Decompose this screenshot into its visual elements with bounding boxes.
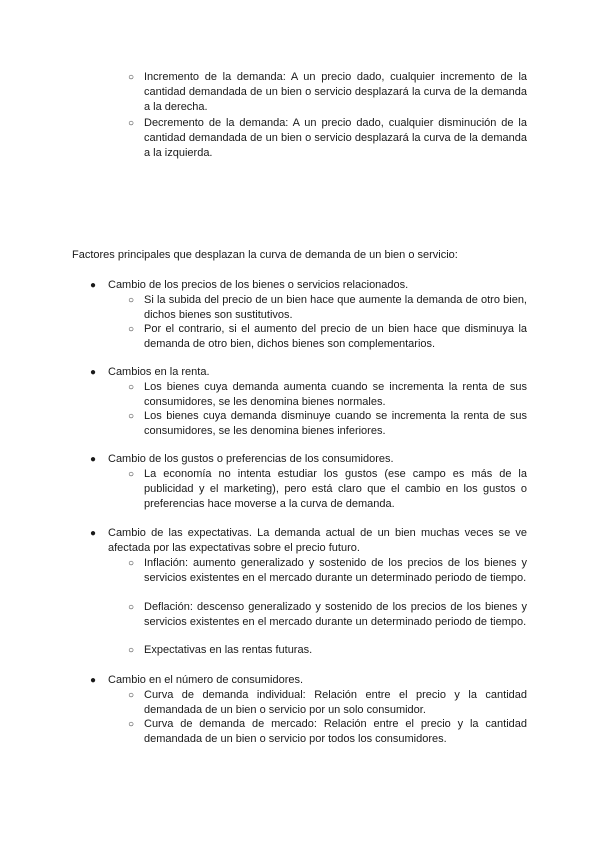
circle-bullet-icon: ○ — [128, 719, 135, 730]
factor-title: Cambios en la renta. — [108, 366, 210, 378]
bullet-icon: ● — [90, 367, 97, 378]
list-item: La economía no intenta estudiar los gustos (ese campo es más de la publicidad y el marketing), pero está claro que el cambio en los gustos o preferencias hace moverse a la curva de demanda. — [144, 468, 527, 510]
circle-bullet-icon: ○ — [128, 411, 135, 422]
circle-bullet-icon: ○ — [128, 382, 135, 393]
bullet-icon: ● — [90, 280, 97, 291]
list-item: Inflación: aumento generalizado y sostenido de los precios de los bienes y servicios existentes en el mercado durante un determinado periodo de tiempo. — [144, 557, 527, 584]
list-item: Expectativas en las rentas futuras. — [144, 644, 313, 656]
circle-bullet-icon: ○ — [128, 690, 135, 701]
circle-bullet-icon: ○ — [128, 645, 135, 656]
factor-title: Cambio de los precios de los bienes o servicios relacionados. — [108, 279, 409, 291]
circle-bullet-icon: ○ — [128, 324, 135, 335]
bullet-icon: ● — [90, 454, 97, 465]
factor-title: Cambio en el número de consumidores. — [108, 674, 304, 686]
list-item: Decremento de la demanda: A un precio dado, cualquier disminución de la cantidad demandada de un bien o servicio desplazará la curva de la demanda a la izquierda. — [144, 117, 527, 159]
list-item: Curva de demanda individual: Relación entre el precio y la cantidad demandada de un bien o servicio por un solo consumidor. — [144, 689, 527, 716]
list-item: Si la subida del precio de un bien hace que aumente la demanda de otro bien, dichos bienes son sustitutivos. — [144, 294, 527, 321]
factor-title: Cambio de los gustos o preferencias de los consumidores. — [108, 453, 394, 465]
list-item: Deflación: descenso generalizado y sostenido de los precios de los bienes y servicios existentes en el mercado durante un determinado periodo de tiempo. — [144, 601, 527, 628]
list-item: Curva de demanda de mercado: Relación entre el precio y la cantidad demandada de un bien o servicio por todos los consumidores. — [144, 718, 527, 745]
list-item: Por el contrario, si el aumento del precio de un bien hace que disminuya la demanda de otro bien, dichos bienes son complementarios. — [144, 323, 527, 350]
circle-bullet-icon: ○ — [128, 558, 135, 569]
factor-title: Cambio de las expectativas. La demanda actual de un bien muchas veces se ve afectada por las expectativas sobre el precio futuro. — [108, 527, 527, 554]
bullet-icon: ● — [90, 675, 97, 686]
circle-bullet-icon: ○ — [128, 295, 135, 306]
circle-bullet-icon: ○ — [128, 118, 135, 129]
list-item: Los bienes cuya demanda aumenta cuando se incrementa la renta de sus consumidores, se les denomina bienes normales. — [144, 381, 527, 408]
circle-bullet-icon: ○ — [128, 72, 135, 83]
bullet-icon: ● — [90, 528, 97, 539]
list-item: Incremento de la demanda: A un precio dado, cualquier incremento de la cantidad demandada de un bien o servicio desplazará la curva de la demanda a la derecha. — [144, 71, 527, 113]
list-item: Los bienes cuya demanda disminuye cuando se incrementa la renta de sus consumidores, se les denomina bienes inferiores. — [144, 410, 527, 437]
section-intro: Factores principales que desplazan la curva de demanda de un bien o servicio: — [72, 249, 458, 261]
circle-bullet-icon: ○ — [128, 469, 135, 480]
circle-bullet-icon: ○ — [128, 602, 135, 613]
